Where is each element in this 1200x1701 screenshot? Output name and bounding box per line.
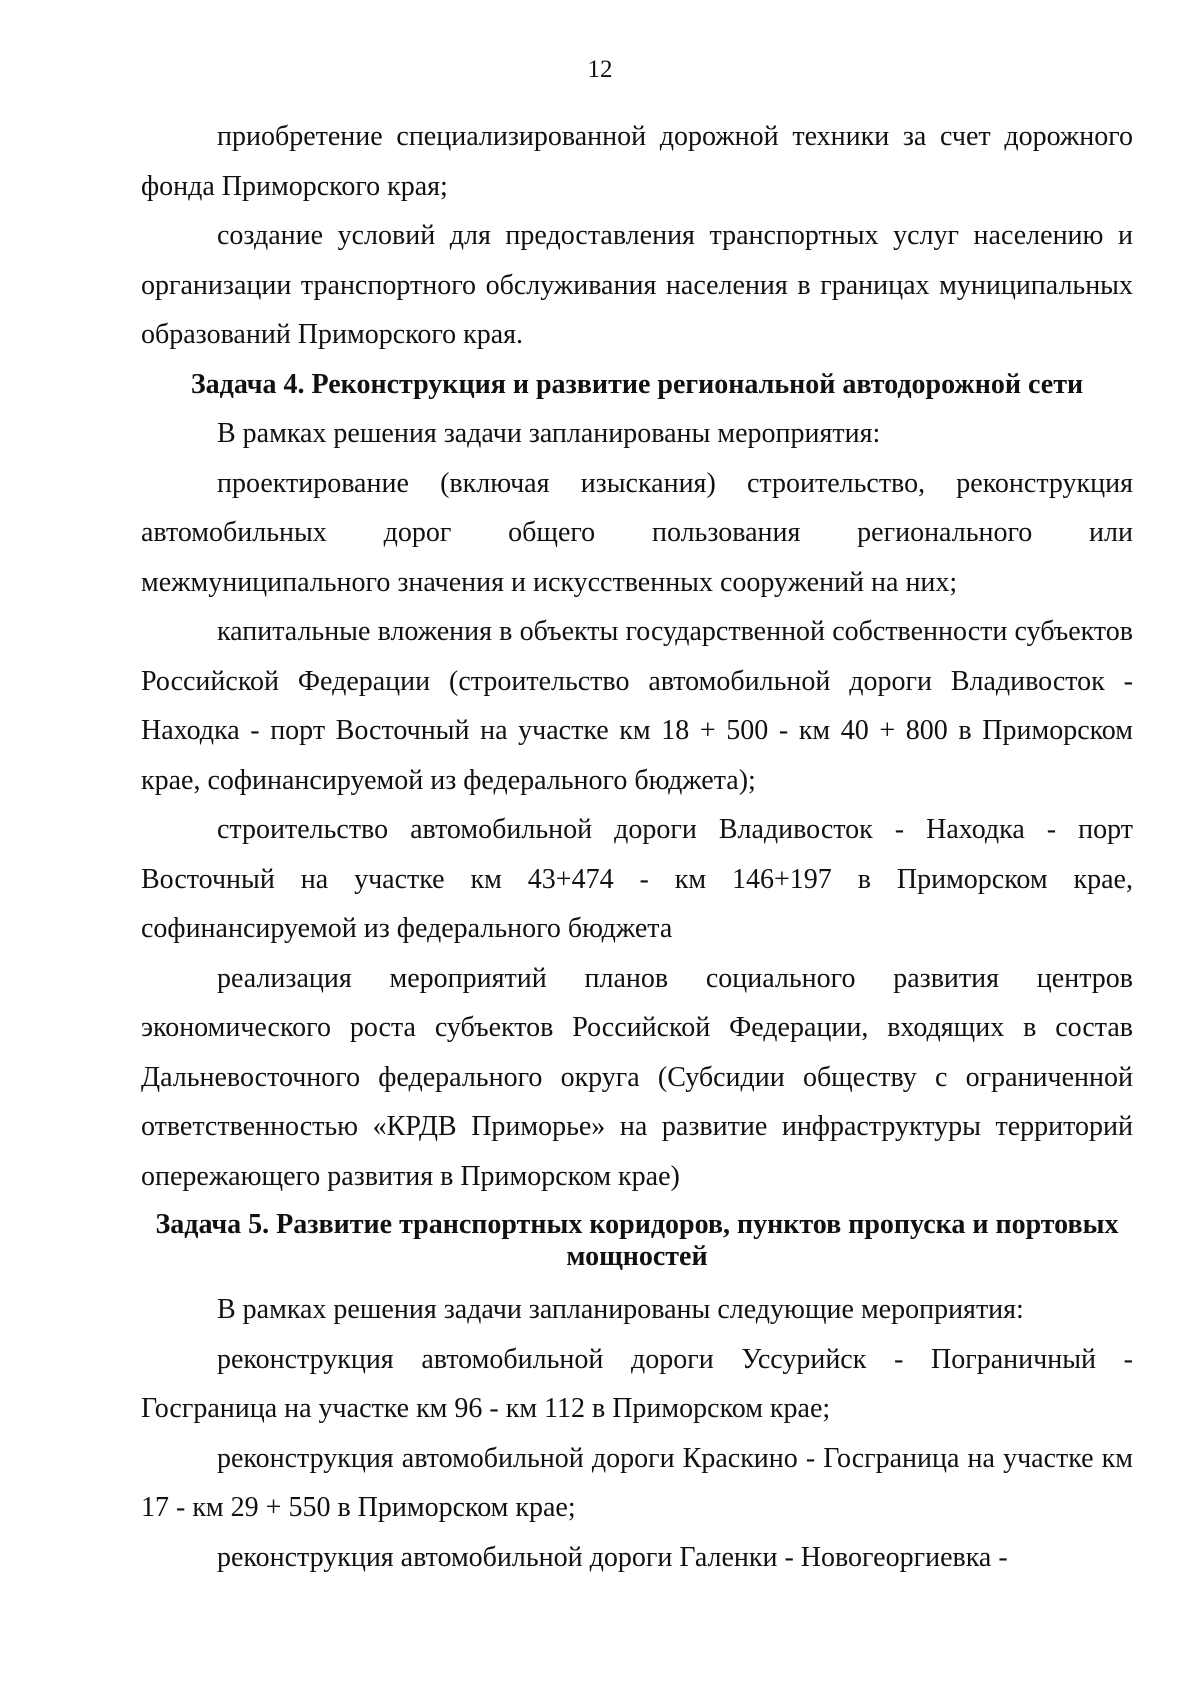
paragraph-capital-investments: капитальные вложения в объекты государственной собственности субъектов Российской Федерации (строительство автомобильной дороги Владивосток - Находка - порт Восточный на участке км 18 + 500 - км 40 + 800 в Приморском крае, софинансируемой из федерального бюджета);	[141, 616, 1133, 796]
heading-task-5: Задача 5. Развитие транспортных коридоров, пунктов пропуска и портовых мощностей	[155, 1209, 1119, 1272]
heading-task-4: Задача 4. Реконструкция и развитие региональной автодорожной сети	[190, 368, 1084, 400]
paragraph-transport-services: создание условий для предоставления транспортных услуг населению и организации транспортного обслуживания населения в границах муниципальных образований Приморского края.	[141, 220, 1133, 350]
page-number: 12	[587, 56, 613, 83]
paragraph-galenki-road: реконструкция автомобильной дороги Галенки - Новогеоргиевка -	[217, 1541, 1008, 1573]
paragraph-road-equipment: приобретение специализированной дорожной техники за счет дорожного фонда Приморского края;	[141, 121, 1133, 202]
paragraph-growth-centers: реализация мероприятий планов социального развития центров экономического роста субъектов Российской Федерации, входящих в состав Дальневосточного федерального округа (Субсидии обществу с ограниченной ответственностью «КРДВ Приморье» на развитие инфраструктуры территорий опережающего развития в Приморском крае)	[141, 962, 1133, 1192]
paragraph-road-design: проектирование (включая изыскания) строительство, реконструкция автомобильных дорог общего пользования регионального или межмуниципального значения и искусственных сооружений на них;	[141, 467, 1133, 598]
paragraph-task-4-intro: В рамках решения задачи запланированы мероприятия:	[217, 418, 881, 449]
paragraph-vladivostok-road: строительство автомобильной дороги Владивосток - Находка - порт Восточный на участке км 43+474 - км 146+197 в Приморском крае, софинансируемой из федерального бюджета	[141, 814, 1133, 944]
document-body	[141, 112, 1133, 1582]
paragraph-task-5-intro: В рамках решения задачи запланированы следующие мероприятия:	[217, 1294, 1024, 1325]
paragraph-ussuriysk-road: реконструкция автомобильной дороги Уссурийск - Пограничный - Госграница на участке км 96 - км 112 в Приморском крае;	[141, 1343, 1133, 1424]
paragraph-kraskino-road: реконструкция автомобильной дороги Краскино - Госграница на участке км 17 - км 29 + 550 в Приморском крае;	[141, 1442, 1133, 1523]
